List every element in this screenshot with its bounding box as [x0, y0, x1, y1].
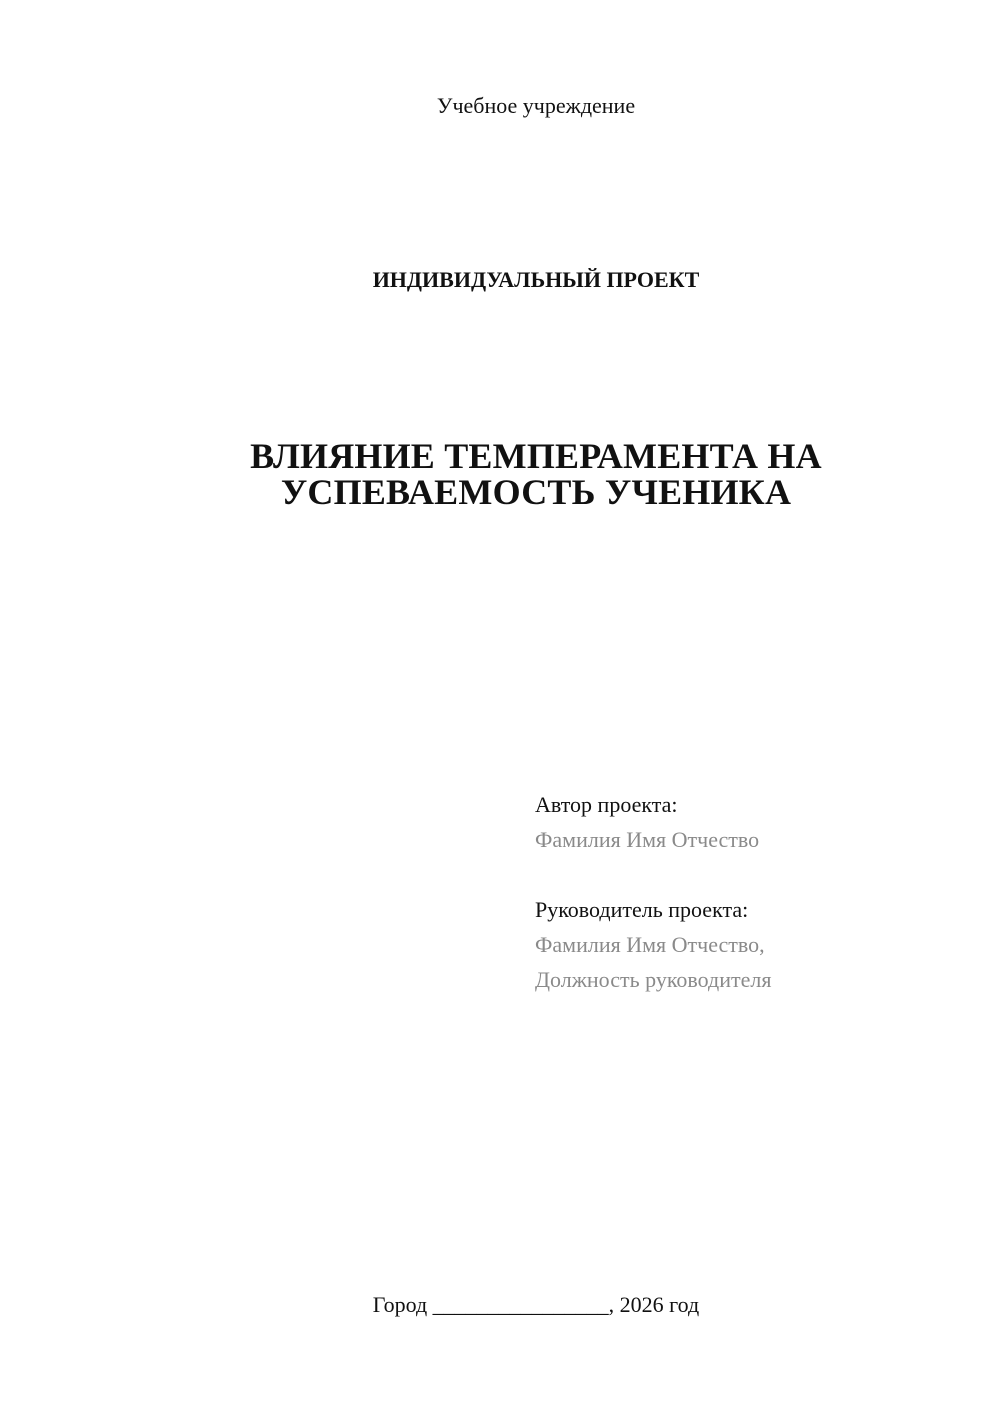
institution-name: Учебное учреждение [436, 93, 636, 118]
project-type-heading: ИНДИВИДУАЛЬНЫЙ ПРОЕКТ [372, 267, 700, 292]
author-name: Фамилия Имя Отчество [535, 827, 760, 852]
project-title-line-2: УСПЕВАЕМОСТЬ УЧЕНИКА [280, 472, 792, 512]
project-title [0, 438, 1000, 510]
city-year-footer: Город ________________, 2026 год [372, 1292, 700, 1317]
author-label: Автор проекта: [535, 792, 678, 817]
project-title-line-1: ВЛИЯНИЕ ТЕМПЕРАМЕНТА НА [250, 436, 822, 476]
project-info-block [535, 787, 955, 997]
supervisor-position: Должность руководителя [535, 967, 772, 992]
supervisor-label: Руководитель проекта: [535, 897, 749, 922]
info-spacer [535, 857, 955, 892]
supervisor-name: Фамилия Имя Отчество, [535, 932, 765, 957]
